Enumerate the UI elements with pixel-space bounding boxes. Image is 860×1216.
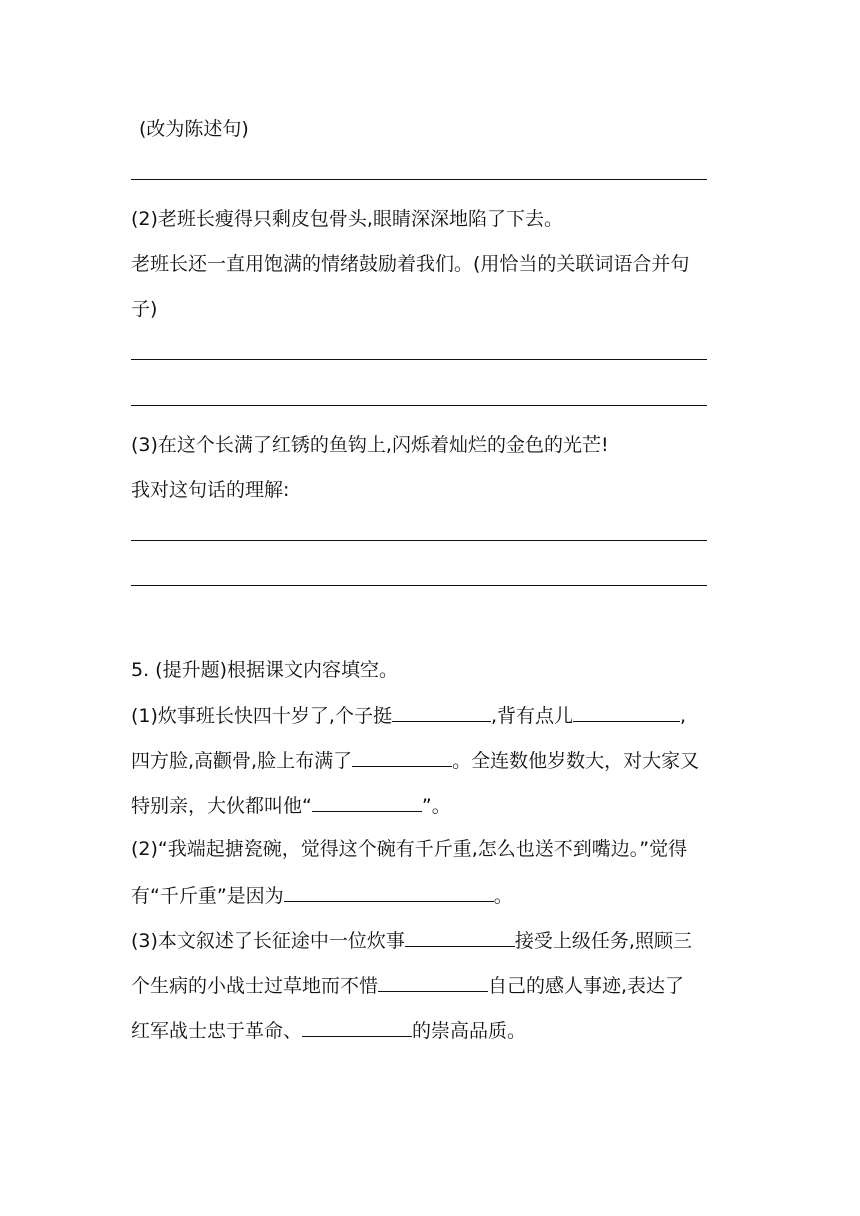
q5-item-3-line-3 bbox=[131, 1017, 526, 1043]
item-3-prompt: 我对这句话的理解: bbox=[131, 479, 290, 501]
fill-blank[interactable] bbox=[573, 702, 680, 722]
text-segment: 四方脸,高颧骨,脸上布满了 bbox=[131, 750, 353, 772]
q5-item-3-line-2 bbox=[131, 972, 684, 998]
fill-blank[interactable] bbox=[352, 747, 452, 767]
text-segment: 红军战士忠于革命、 bbox=[131, 1020, 303, 1042]
fill-blank[interactable] bbox=[392, 702, 491, 722]
instruction-change-to-declarative: (改为陈述句) bbox=[139, 118, 249, 140]
q5-item-1-line-3 bbox=[131, 792, 451, 818]
fill-blank[interactable] bbox=[378, 972, 488, 992]
text-segment: 有“千斤重”是因为 bbox=[131, 885, 284, 907]
text-segment: ,背有点儿 bbox=[490, 705, 574, 727]
text-segment: 个生病的小战士过草地而不惜 bbox=[131, 975, 379, 997]
text-segment: , bbox=[680, 705, 687, 727]
q5-item-1-line-1 bbox=[131, 702, 686, 728]
text-segment: 接受上级任务,照顾三 bbox=[514, 930, 692, 952]
answer-line bbox=[131, 540, 707, 541]
item-3-sentence: (3)在这个长满了红锈的鱼钩上,闪烁着灿烂的金色的光芒! bbox=[131, 434, 609, 456]
answer-line bbox=[131, 405, 707, 406]
item-2-instruction-cont: 子) bbox=[131, 298, 158, 320]
fill-blank[interactable] bbox=[284, 882, 494, 902]
item-2-sentence: (2)老班长瘦得只剩皮包骨头,眼睛深深地陷了下去。 bbox=[131, 208, 563, 230]
answer-line bbox=[131, 585, 707, 586]
text-segment: (3)本文叙述了长征途中一位炊事 bbox=[131, 930, 405, 952]
answer-line bbox=[131, 359, 707, 360]
q5-item-2-line-2 bbox=[131, 882, 513, 908]
q5-item-3-line-1 bbox=[131, 927, 692, 953]
text-segment: 的崇高品质。 bbox=[412, 1020, 527, 1042]
text-segment: 。 bbox=[493, 885, 513, 907]
fill-blank[interactable] bbox=[302, 1017, 412, 1037]
text-segment: (1)炊事班长快四十岁了,个子挺 bbox=[131, 705, 392, 727]
text-segment: 特别亲，大伙都叫他“ bbox=[131, 795, 312, 817]
answer-line bbox=[131, 179, 707, 180]
text-segment: ”。 bbox=[421, 795, 451, 817]
q5-item-1-line-2 bbox=[131, 747, 699, 773]
fill-blank[interactable] bbox=[405, 927, 515, 947]
question-5-heading: 5. (提升题)根据课文内容填空。 bbox=[131, 659, 398, 681]
item-2-instruction: 老班长还一直用饱满的情绪鼓励着我们。(用恰当的关联词语合并句 bbox=[131, 253, 690, 275]
q5-item-2-line-1: (2)“我端起搪瓷碗，觉得这个碗有千斤重,怎么也送不到嘴边。”觉得 bbox=[131, 838, 688, 860]
fill-blank[interactable] bbox=[312, 792, 422, 812]
text-segment: 自己的感人事迹,表达了 bbox=[488, 975, 685, 997]
text-segment: 。全连数他岁数大，对大家又 bbox=[452, 750, 700, 772]
